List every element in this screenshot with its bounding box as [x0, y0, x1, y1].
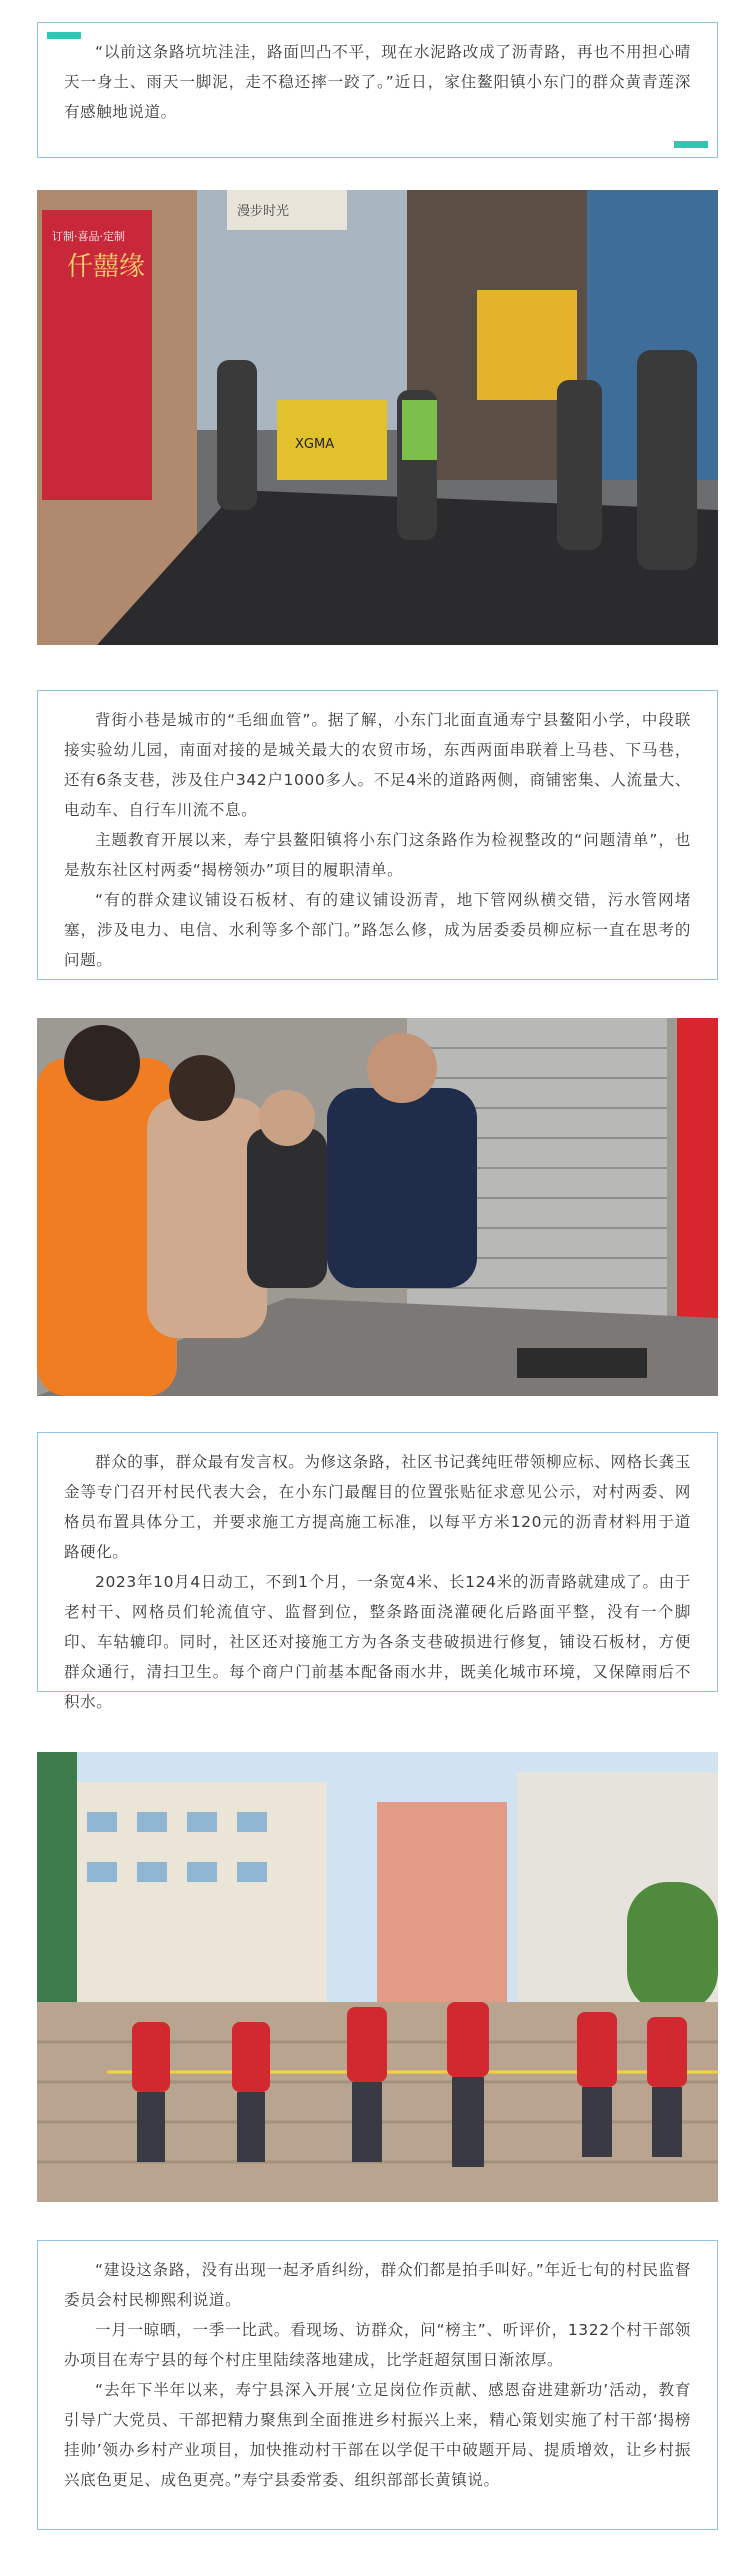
paragraph: 2023年10月4日动工，不到1个月，一条宽4米、长124米的沥青路就建成了。由于老村干、网格员们轮流值守、监督到位，整条路面浇灌硬化后路面平整，没有一个脚印、车轱辘印。同时，社区还对接施工方为各条支巷破损进行修复，铺设石板材，方便群众通行，清扫卫生。每个商户门前基本配备雨水井，既美化城市环境，又保障雨后不积水。 — [64, 1573, 691, 1711]
photo-inspection — [37, 1018, 718, 1396]
paragraph: “去年下半年以来，寿宁县深入开展‘立足岗位作贡献、感恩奋进建新功’活动，教育引导广大党员、干部把精力聚焦到全面推进乡村振兴上来，精心策划实施了村干部‘揭榜挂帅’领办乡村产业项目，加快推动村干部在以学促干中破题开局、提质增效，让乡村振兴底色更足、成色更亮。”寿宁县委常委、组织部部长黄镇说。 — [64, 2381, 691, 2489]
result-text-box — [37, 2240, 718, 2530]
photo-inspection-image — [37, 1018, 718, 1396]
paragraph: “建设这条路，没有出现一起矛盾纠纷，群众们都是拍手叫好。”年近七旬的村民监督委员会村民柳熙利说道。 — [64, 2261, 691, 2309]
action-text-box — [37, 1432, 718, 1711]
photo-completion — [37, 1752, 718, 2202]
intro-text-box — [37, 22, 718, 158]
roller-brand: XGMA — [295, 437, 335, 452]
paragraph: “有的群众建议铺设石板材、有的建议铺设沥青，地下管网纵横交错，污水管网堵塞，涉及电力、电信、水利等多个部门。”路怎么修，成为居委委员柳应标一直在思考的问题。 — [64, 891, 691, 969]
corner-decoration — [674, 141, 708, 148]
store-sign-text: 漫步时光 — [237, 204, 290, 219]
background-text-box — [37, 690, 718, 980]
svg-text:订制·喜品·定制: 订制·喜品·定制 — [52, 230, 125, 243]
paragraph: 一月一晾晒，一季一比武。看现场、访群众，问“榜主”、听评价，1322个村干部领办项目在寿宁县的每个村庄里陆续落地建成，比学赶超氛围日渐浓厚。 — [64, 2321, 691, 2369]
corner-decoration — [47, 32, 81, 39]
paragraph: 群众的事，群众最有发言权。为修这条路，社区书记龚纯旺带领柳应标、网格长龚玉金等专门召开村民代表大会，在小东门最醒目的位置张贴征求意见公示，对村两委、网格员布置具体分工，并要求施工方提高施工标准，以每平方米120元的沥青材料用于道路硬化。 — [64, 1453, 691, 1561]
paragraph: “以前这条路坑坑洼洼，路面凹凸不平，现在水泥路改成了沥青路，再也不用担心晴天一身土、雨天一脚泥，走不稳还摔一跤了。”近日，家住鳌阳镇小东门的群众黄青莲深有感触地说道。 — [64, 43, 691, 121]
paragraph: 背街小巷是城市的“毛细血管”。据了解，小东门北面直通寿宁县鳌阳小学，中段联接实验幼儿园，南面对接的是城关最大的农贸市场，东西两面串联着上马巷、下马巷，还有6条支巷，涉及住户342户1000多人。不足4米的道路两侧，商铺密集、人流量大、电动车、自行车川流不息。 — [64, 711, 691, 819]
photo-road-paving — [37, 190, 718, 645]
photo-completion-image — [37, 1752, 718, 2202]
paragraph: 主题教育开展以来，寿宁县鳌阳镇将小东门这条路作为检视整改的“问题清单”，也是敖东社区村两委“揭榜领办”项目的履职清单。 — [64, 831, 691, 879]
photo-road-paving-image — [37, 190, 718, 645]
shop-sign-text: 仟囍缘 — [67, 252, 146, 282]
